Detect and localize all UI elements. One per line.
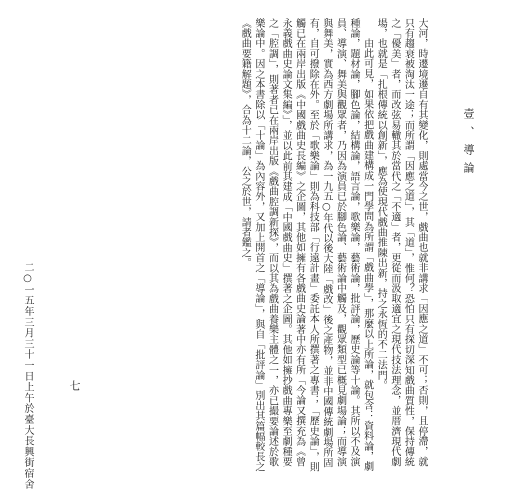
page-number: 七 <box>68 380 81 391</box>
running-head: 壹、導論 <box>462 108 475 180</box>
paragraph-1: 大河，時遷境遷自有其變化，則處當今之世，戲曲也就非講求「因應之道」不可；否則，且停滯，就只有趨衰被淘汰一途；而所謂「因應之道」，其「道」，惟何？恐怕只有探切深知戲曲質性，保持傳統之「優美」者，而改弦易轍其於當代之「不適」者，更從而汲取適宜之現代技法理念，並厝濟現代劇場，也就是「扎根傳統以創新」，應為使現代戲曲推陳出新，持之永恆的不二法門。 <box>375 18 427 467</box>
dateline: 二○一五年三月三十一日上午於臺大長興街宿舍 <box>22 262 33 490</box>
body-text <box>83 18 428 473</box>
paragraph-2: 由此可見，如果依把戲曲建構成一門學問為所謂「戲曲學」，那麼以上所論，就包含：資料論，劇種論，題材論，腳色論，結構論，語言論，歌樂論，藝術論，批評論，歷史論等十論。其所以不及演員、導演、舞美與觀眾者，乃因為演員已於腳色論、藝術論中觸及，觀眾類型已概見劇場論；而導演與舞美，實為西方劇場所講求，為一九五○年代以後大陸「戲改」後之產物，並非中國傳統劇場所固有，自可撥除在外。至於「歌樂論」則為科技部「行遠計畫」委託本人所撰著之專書；「歷史論」，則觸已在兩岸出版《中國戲曲史長編》之企圖，其他如擁有各戲曲史論著中亦有所「今論又撰充為《曾永義戲曲史論文集編》」，並以此前其建成「中國戲曲史」撰著之企圖。其他如擁抄戲曲專樂至劇種要之「腔調」，則著者已在兩岸出版《戲曲腔調新探》，而以其為戲曲養樂主體之一，亦已撮要論述於歌樂論中。因之本書除以「十論」為內容外，又加上開首之「導論」，與自「批評論」別出其篇幅較長之《戲曲要籍解題》，合為十二論，公之於世，請者鑑之。 <box>239 18 373 472</box>
